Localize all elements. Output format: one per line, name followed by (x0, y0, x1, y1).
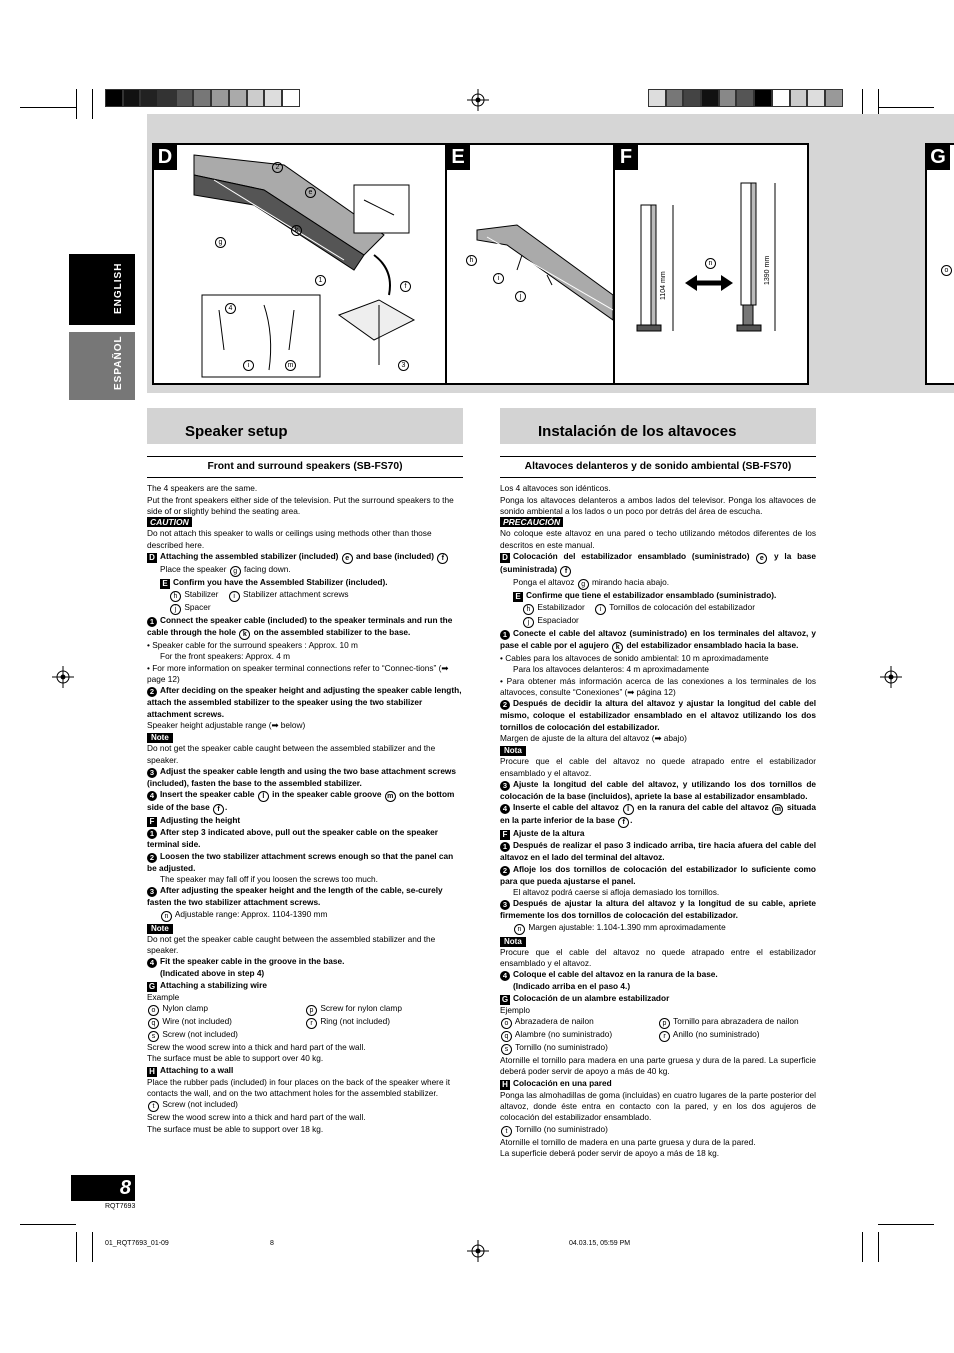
h-text: Place the rubber pads (included) in four places on the back of the speaker where it contacts the wall, and on the two attachment holes for the assembled stabilizer. (147, 1076, 451, 1098)
page-title-es: Instalación de los altavoces (538, 423, 737, 440)
e-item: Estabilizador (537, 602, 585, 613)
h-text: Ponga las almohadillas de goma (incluidas) en cuatro lugares de la parte posterior del altavoz, donde éste entra en contacto con la pared, y en los dos agujeros de colocación del estabilizador ensamblado. (500, 1089, 816, 1123)
callout-i: i (243, 360, 254, 371)
h-text: La superficie deberá poder servir de apoyo a más de 18 kg. (500, 1147, 720, 1158)
step-4-text: on the bottom side of the base (147, 789, 455, 813)
callout-n: n (705, 258, 716, 269)
d-subline: Ponga el altavoz (513, 577, 575, 588)
note-text: Procure que el cable del altavoz no quede atrapado entre el estabilizador ensamblado y el altavoz. (500, 946, 816, 969)
f-step-text: (Indicated above in step 4) (160, 968, 265, 979)
part-label: Screw (not included) (162, 1099, 238, 1110)
step-1-text: Conecte el cable del altavoz (suministrado) en los terminales del altavoz, y pase el cable por el agujero (500, 628, 816, 651)
step-1-text: on the assembled stabilizer to the base. (253, 627, 411, 638)
note-badge: Note (147, 924, 173, 934)
subheader-es: Altavoces delanteros y de sonido ambiental (SB-FS70) (500, 456, 816, 478)
callout-3: 3 (398, 360, 409, 371)
section-d-icon: D (500, 553, 510, 563)
d-heading: Attaching the assembled stabilizer (included) (160, 551, 339, 562)
section-f-icon: F (147, 817, 157, 827)
part-label: Abrazadera de nailon (514, 1016, 594, 1027)
step-3-text: Adjust the speaker cable length and using the two base attachment screws (included), fasten the base to the assembled stabilizer. (147, 766, 456, 789)
part-label: Tornillo (no suministrado) (515, 1042, 608, 1053)
e-item: Espaciador (537, 615, 579, 626)
registration-mark-bottom (467, 1240, 489, 1262)
f-step-text: (Indicado arriba en el paso 4.) (513, 981, 631, 992)
f-step-text: Afloje los dos tornillos de colocación del estabilizador lo suficiente como para que pueda ajustarse el panel. (500, 863, 816, 886)
callout-j: j (515, 291, 526, 302)
intro-line: Ponga los altavoces delanteros a ambos lados del televisor. Ponga los altavoces de sonido ambiental a los lados o un poco por detrás del área de escucha. (500, 494, 816, 516)
f-step-text: Loosen the two stabilizer attachment screws enough so that the panel can be adjusted. (147, 850, 454, 873)
intro-line: Put the front speakers either side of the television. Put the surround speakers to the side of or slightly behind the seating area. (147, 494, 454, 516)
footer-page: 8 (270, 1240, 274, 1247)
panel-label-d: D (153, 144, 177, 170)
section-h-icon: H (147, 1067, 157, 1077)
callout-g: g (215, 237, 226, 248)
e-heading: Confirm you have the Assembled Stabilizer (included). (173, 577, 388, 588)
subheader-en: Front and surround speakers (SB-FS70) (147, 456, 463, 478)
step-4-text: situada en la parte inferior de la base (500, 802, 816, 826)
file-name: 01_RQT7693_01-09 (105, 1240, 169, 1247)
section-g-icon: G (501, 994, 509, 1004)
callout-1: 1 (315, 275, 326, 286)
f-step-text: Margen ajustable: 1.104-1.390 mm aproximadamente (528, 921, 726, 932)
callout-h: h (466, 255, 477, 266)
f-heading: Ajuste de la altura (513, 828, 585, 839)
step-4-text: Insert the speaker cable (160, 789, 255, 800)
step-1-text: Connect the speaker cable (included) to the speaker terminals and run the cable through the hole (147, 615, 453, 638)
figure-panel-d (152, 143, 447, 385)
part-label: Wire (not included) (162, 1016, 232, 1027)
figure-panel-f (613, 143, 809, 385)
model-code: RQT7693 (105, 1203, 136, 1210)
f-step-text: After adjusting the speaker height and the length of the cable, se-curely fasten the two stabilizer attachment screws. (147, 885, 443, 908)
part-label: Screw (not included) (162, 1029, 238, 1040)
callout-2: 2 (272, 162, 283, 173)
f-step-text: Después de ajustar la altura del altavoz y la longitud de su cable, apriete firmemente los dos tornillos de colocación del estabilizador. (500, 898, 816, 921)
e-item: Spacer (184, 602, 211, 613)
page-title-en: Speaker setup (185, 423, 288, 440)
note-text: Do not get the speaker cable caught between the assembled stabilizer and the speaker. (147, 933, 436, 956)
example-label: Example (147, 991, 180, 1002)
note-badge: Nota (500, 937, 526, 947)
d-heading: y la base (suministrada) (500, 551, 816, 575)
figure-panel-g (925, 143, 954, 385)
d-subline: facing down. (244, 564, 291, 575)
f-step-text: Después de realizar el paso 3 indicado arriba, tire hacia afuera del cable del altavoz en el lado del terminal del altavoz. (500, 840, 816, 863)
example-label: Ejemplo (500, 1004, 530, 1015)
f-step-text: After step 3 indicated above, pull out the speaker cable on the speaker terminal side. (147, 827, 439, 850)
caution-text: Do not attach this speaker to walls or ceilings using methods other than those described here. (147, 528, 432, 550)
callout-e: e (305, 187, 316, 198)
f-step-text: Fit the speaker cable in the groove in the base. (160, 956, 345, 967)
timestamp: 04.03.15, 05:59 PM (569, 1240, 631, 1247)
h-text: Atornille el tornillo de madera en una parte gruesa y dura de la pared. (500, 1136, 756, 1147)
section-e-icon: E (160, 579, 170, 589)
section-h-icon: H (500, 1080, 510, 1090)
part-label: Tornillo para abrazadera de nailon (673, 1016, 799, 1027)
tab-english-label: ENGLISH (113, 262, 124, 314)
tab-espanol-label: ESPAÑOL (113, 335, 124, 390)
section-d-icon: D (147, 553, 157, 563)
tab-espanol[interactable] (69, 332, 135, 400)
english-header (147, 408, 463, 444)
note-text: Procure que el cable del altavoz no quede atrapado entre el estabilizador ensamblado y el altavoz. (500, 756, 816, 778)
section-e-icon: E (513, 592, 523, 602)
f-step-text: The speaker may fall off if you loosen the screws too much. (160, 873, 378, 884)
g-heading: Attaching a stabilizing wire (160, 979, 267, 990)
dim-1104: 1104 mm (660, 271, 667, 300)
f-step-text: El altavoz podrá caerse si afloja demasiado los tornillos. (513, 886, 720, 897)
tab-english[interactable] (69, 254, 135, 325)
figure-panel-e (445, 143, 615, 385)
f-heading: Adjusting the height (160, 815, 241, 826)
callout-4: 4 (225, 303, 236, 314)
g-text: Atornille el tornillo para madera en una parte gruesa y dura de la pared. La superficie deberá poder servir de apoyo a más de 40 kg. (500, 1055, 816, 1077)
f-step-text: Adjustable range: Approx. 1104-1390 mm (174, 908, 328, 919)
step-4-text: en la ranura del cable del altavoz (637, 802, 769, 813)
section-g-icon: G (148, 981, 156, 991)
caution-badge: PRECAUCIÓN (500, 517, 563, 527)
d-heading: Colocación del estabilizador ensamblado (suministrado) (513, 551, 750, 562)
callout-o: o (941, 265, 952, 276)
callout-i: i (493, 273, 504, 284)
part-label: Nylon clamp (162, 1003, 208, 1014)
dim-1390: 1390 mm (764, 255, 771, 285)
callout-m: m (285, 360, 296, 371)
bullet-text: Para los altavoces delanteros: 4 m aproximadamente (513, 664, 710, 675)
e-heading: Confirme que tiene el estabilizador ensamblado (suministrado). (526, 590, 777, 601)
step-2-text: After deciding on the speaker height and adjusting the speaker cable length, attach the assembled stabilizer to the speaker using the two stabilizer attachment screws. (147, 685, 462, 719)
range-text: Speaker height adjustable range (➡ below) (147, 719, 306, 730)
step-4-text: in the speaker cable groove (272, 789, 382, 800)
range-text: Margen de ajuste de la altura del altavoz (➡ abajo) (500, 732, 687, 743)
h-text: The surface must be able to support over 18 kg. (147, 1123, 324, 1134)
note-text: Do not get the speaker cable caught between the assembled stabilizer and the speaker. (147, 743, 436, 765)
h-heading: Attaching to a wall (160, 1064, 234, 1075)
color-bar-right (648, 89, 843, 107)
panel-label-g: G (926, 144, 950, 170)
bullet-text: Speaker cable for the surround speakers : Approx. 10 m (152, 640, 358, 651)
bullet-text: For more information on speaker terminal connections refer to “Connec-tions” (➡ page 12) (147, 662, 449, 684)
bullet-text: Para obtener más información acerca de las conexiones a los terminales de los altavoces, consulte “Conexiones” (➡ página 12) (500, 675, 816, 697)
speaker-base-illustration (154, 145, 445, 383)
intro-line: The 4 speakers are the same. (147, 483, 258, 494)
part-label: Screw for nylon clamp (320, 1003, 402, 1014)
h-heading: Colocación en una pared (513, 1077, 612, 1088)
page-number: 8 (71, 1175, 135, 1201)
part-label: Tornillo (no suministrado) (515, 1123, 608, 1134)
h-text: Screw the wood screw into a thick and hard part of the wall. (147, 1112, 366, 1123)
step-2-text: Después de decidir la altura del altavoz y ajustar la longitud del cable del mismo, coloque el estabilizador ensamblado en el altavoz utilizando los dos tornillos de colocación del estabilizador. (500, 698, 816, 732)
g-heading: Colocación de un alambre estabilizador (513, 992, 670, 1003)
section-f-icon: F (500, 830, 510, 840)
e-item: Stabilizer (184, 589, 219, 600)
registration-mark-right (880, 666, 902, 688)
spanish-column: Altavoces delanteros y de sonido ambiental (SB-FS70) Los 4 altavoces son idénticos. Ponga los altavoces delanteros a ambos lados del televisor. Ponga los altavoces de sonido ambiental a los lados o un poco por detrás del área de escucha. PRECAUCIÓN No coloque este altavoz en una pared o techo utilizando métodos diferentes de los descritos en este manual. D Colocación del estabilizador ensamblado (suministrado) e y la base (suministrada) f Ponga el altavoz g mirando hacia abajo. E Confirme que tiene el estabilizador ensamblado (suministrado). h Estabilizador i Tornillos de colocación del estabilizador j Espaciador 1 Conecte el cable del altavoz (suministrado) en los terminales del altavoz, y pase el cable por el agujero k del estabilizador ensamblado hacia la base. • Cables para los altavoces de sonido ambiental: 10 m aproximadamente Para los altavoces delanteros: 4 m aproximadamente • Para obtener más información acerca de las conexiones a los terminales de los altavoces, consulte “Conexiones” (➡ página 12) 2 Después de decidir la altura del altavoz y ajustar la longitud del cable del mismo, coloque el estabilizador ensamblado en el altavoz utilizando los dos tornillos de colocación del estabilizador. Margen de ajuste de la altura del altavoz (➡ abajo) Nota Procure que el cable del altavoz no quede atrapado entre el estabilizador ensamblado y el altavoz. 3 Ajuste la longitud del cable del altavoz, y utilizando los dos tornillos de colocación de la base (incluidos), apriete la base al estabilizador ensamblado. 4 Inserte el cable del altavoz l en la ranura del cable del altavoz m situada en la parte inferior de la base f . F Ajuste de la altura 1 Después de realizar el paso 3 indicado arriba, tire hacia afuera del cable del altavoz en el lado del terminal del altavoz. 2 Afloje los dos tornillos de colocación del estabilizador lo suficiente como para que pueda ajustarse el panel. El altavoz podrá caerse si afloja demasiado los tornillos. 3 Después de ajustar la altura del altavoz y la longitud de su cable, apriete firmemente los dos tornillos de colocación del estabilizador. n Margen ajustable: 1.104-1.390 mm aproximadamente Nota Procure que el cable del altavoz no quede atrapado entre el estabilizador ensamblado y el altavoz. 4 Coloque el cable del altavoz en la ranura de la base. (Indicado arriba en el paso 4.) G Colocación de un alambre estabilizador Ejemplo o Abrazadera de nailon p Tornillo para abrazadera de nailon q Alambre (no suministrado) r Anillo (no suministrado) s Tornillo (no suministrado) Atornille el tornillo para madera en una parte gruesa y dura de la pared. La superficie deberá poder servir de apoyo a más de 40 kg. H Colocación en una pared Ponga las almohadillas de goma (incluidas) en cuatro lugares de la parte posterior del altavoz, donde éste entra en contacto con la pared, y en los dos agujeros de colocación del estabilizador ensamblado. t Tornillo (no suministrado) Atornille el tornillo de madera en una parte gruesa y dura de la pared. La superficie deberá poder servir de apoyo a más de 18 kg. (500, 456, 816, 1159)
g-text: Screw the wood screw into a thick and hard part of the wall. (147, 1042, 366, 1053)
d-heading: and base (included) (356, 551, 434, 562)
english-column: Front and surround speakers (SB-FS70) The 4 speakers are the same. Put the front speakers either side of the television. Put the surround speakers to the side of or slightly behind the seating area. CAUTION Do not attach this speaker to walls or ceilings using methods other than those described here. D Attaching the assembled stabilizer (included) e and base (included) f Place the speaker g facing down. E Confirm you have the Assembled Stabilizer (included). h Stabilizer i Stabilizer attachment screws j Spacer 1 Connect the speaker cable (included) to the speaker terminals and run the cable through the hole k on the assembled stabilizer to the base. • Speaker cable for the surround speakers : Approx. 10 m For the front speakers: Approx. 4 m • For more information on speaker terminal connections refer to “Connec-tions” (➡ page 12) 2 After deciding on the speaker height and adjusting the speaker cable length, attach the assembled stabilizer to the speaker using the two stabilizer attachment screws. Speaker height adjustable range (➡ below) Note Do not get the speaker cable caught between the assembled stabilizer and the speaker. 3 Adjust the speaker cable length and using the two base attachment screws (included), fasten the base to the assembled stabilizer. 4 Insert the speaker cable l in the speaker cable groove m on the bottom side of the base f . F Adjusting the height 1 After step 3 indicated above, pull out the speaker cable on the speaker terminal side. 2 Loosen the two stabilizer attachment screws enough so that the panel can be adjusted. The speaker may fall off if you loosen the screws too much. 3 After adjusting the speaker height and the length of the cable, se-curely fasten the two stabilizer attachment screws. n Adjustable range: Approx. 1104-1390 mm Note Do not get the speaker cable caught between the assembled stabilizer and the speaker. 4 Fit the speaker cable in the groove in the base. (Indicated above in step 4) G Attaching a stabilizing wire Example o Nylon clamp p Screw for nylon clamp q Wire (not included) r Ring (not included) s Screw (not included) Screw the wood screw into a thick and hard part of the wall. The surface must be able to support over 40 kg. H Attaching to a wall Place the rubber pads (included) in four places on the back of the speaker where it contacts the wall, and on the two attachment holes for the assembled stabilizer. t Screw (not included) Screw the wood screw into a thick and hard part of the wall. The surface must be able to support over 18 kg. (147, 456, 463, 1135)
spanish-header (500, 408, 816, 444)
note-badge: Note (147, 733, 173, 743)
panel-label-e: E (446, 144, 470, 170)
color-bar-left (105, 89, 300, 107)
step-4-text: Inserte el cable del altavoz (513, 802, 619, 813)
callout-f: f (400, 281, 411, 292)
step-3-text: Ajuste la longitud del cable del altavoz, y utilizando los dos tornillos de colocación de la base (incluidos), apriete la base al estabilizador ensamblado. (500, 779, 816, 802)
g-text: The surface must be able to support over 40 kg. (147, 1053, 324, 1064)
e-item: Stabilizer attachment screws (242, 589, 349, 600)
callout-k: k (291, 225, 302, 236)
registration-mark-top (467, 89, 489, 111)
step-1-text: del estabilizador ensamblado hacia la base. (626, 640, 799, 651)
note-badge: Nota (500, 746, 526, 756)
part-label: Alambre (no suministrado) (514, 1029, 613, 1040)
d-subline: Place the speaker (160, 564, 227, 575)
bullet-text: Cables para los altavoces de sonido ambiental: 10 m aproximadamente (505, 653, 769, 664)
part-label: Anillo (no suministrado) (672, 1029, 760, 1040)
panel-label-f: F (614, 144, 638, 170)
bullet-text: For the front speakers: Approx. 4 m (160, 651, 291, 662)
registration-mark-left (52, 666, 74, 688)
part-label: Ring (not included) (320, 1016, 390, 1027)
caution-text: No coloque este altavoz en una pared o techo utilizando métodos diferentes de los descritos en este manual. (500, 528, 816, 550)
e-item: Tornillos de colocación del estabilizador (609, 602, 755, 613)
d-subline: mirando hacia abajo. (591, 577, 670, 588)
intro-line: Los 4 altavoces son idénticos. (500, 483, 611, 494)
f-step-text: Coloque el cable del altavoz en la ranura de la base. (513, 969, 718, 980)
caution-badge: CAUTION (147, 517, 192, 527)
